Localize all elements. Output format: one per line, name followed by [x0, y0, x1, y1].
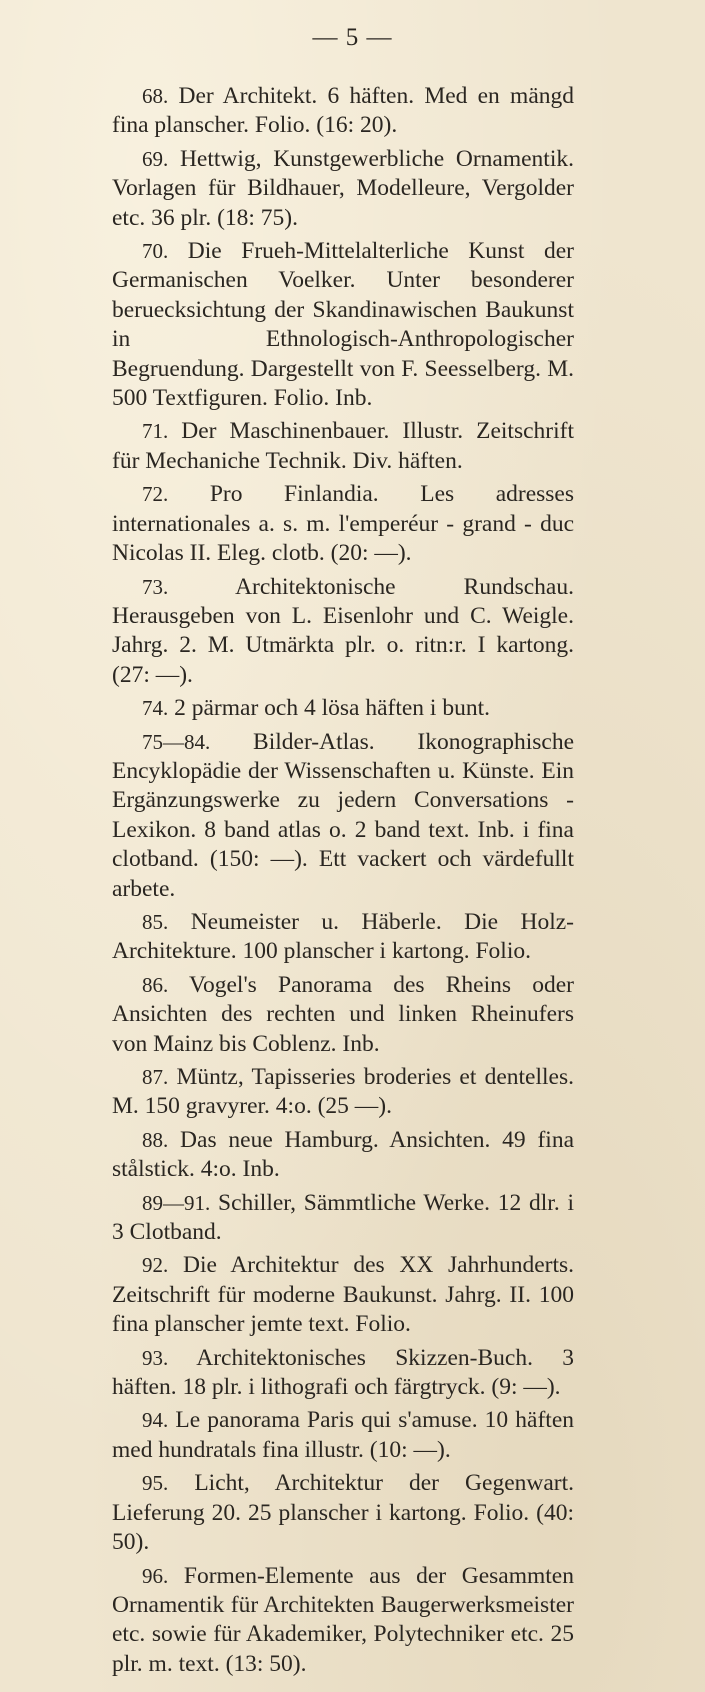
entry-number: 96. — [142, 1563, 169, 1588]
catalog-entry — [112, 237, 574, 413]
catalog-entry — [112, 728, 574, 904]
catalog-entry — [112, 1562, 574, 1680]
entry-text: 2 pärmar och 4 lösa häften i bunt. — [174, 695, 490, 722]
entry-number: 88. — [142, 1127, 169, 1152]
entry-text: Vogel's Panorama des Rheins oder Ansichten des rechten und linken Rheinufers von Mainz bis Coblenz. Inb. — [112, 971, 575, 1057]
entry-number: 71. — [142, 419, 169, 444]
entry-text: Neumeister u. Häberle. Die Holz-Architekture. 100 planscher i kartong. Folio. — [112, 908, 575, 965]
catalog-entry — [112, 1126, 574, 1185]
entry-text: Die Frueh-Mittelalterliche Kunst der Germanischen Voelker. Unter besonderer beruecksichtung der Skandinawischen Baukunst in Ethnologisch-Anthropologischer Begruendung. Dargestellt von F. Seesselberg. M. 500 Textfiguren. Folio. Inb. — [112, 238, 575, 412]
entry-text: Müntz, Tapisseries broderies et dentelles. M. 150 gravyrer. 4:o. (25 —). — [112, 1064, 574, 1120]
entry-number: 70. — [142, 239, 169, 264]
entry-number: 69. — [142, 146, 169, 171]
entry-text: Schiller, Sämmtliche Werke. 12 dlr. i 3 Clotband. — [112, 1189, 574, 1246]
catalog-entry — [112, 480, 574, 568]
catalog-entry — [112, 1406, 574, 1465]
entry-number: 93. — [142, 1345, 169, 1370]
entry-number: 94. — [142, 1408, 169, 1433]
entry-text: Die Architektur des XX Jahrhunderts. Zeitschrift für moderne Baukunst. Jahrg. II. 100 fina planscher jemte text. Folio. — [112, 1252, 574, 1338]
catalog-entry — [112, 573, 574, 691]
catalog-entry — [112, 1189, 574, 1248]
entry-text: Bilder-Atlas. Ikonographische Encyklopädie der Wissenschaften u. Künste. Ein Ergänzungswerke zu jedern Conversations - Lexikon. 8 band atlas o. 2 band text. Inb. i fina clotband. (150: —). Ett vackert och värdefullt arbete. — [112, 728, 574, 902]
entry-number: 92. — [142, 1253, 169, 1278]
catalog-entry — [112, 417, 574, 476]
entry-text: Der Maschinenbauer. Illustr. Zeitschrift für Mechaniche Technik. Div. häften. — [112, 418, 574, 474]
catalog-entry — [112, 145, 574, 233]
entry-text: Architektonische Rundschau. Herausgeben von L. Eisenlohr und C. Weigle. Jahrg. 2. M. Utmärkta plr. o. ritn:r. I kartong. (27: —). — [112, 573, 574, 688]
entry-number: 75—84. — [142, 729, 211, 754]
catalog-entry — [112, 908, 574, 967]
entry-number: 85. — [142, 909, 169, 934]
entry-text: Architektonisches Skizzen-Buch. 3 häften. 18 plr. i lithografi och färgtryck. (9: —). — [112, 1344, 574, 1401]
page-number: — 5 — — [312, 24, 393, 51]
catalog-entry — [112, 971, 574, 1059]
entry-number: 73. — [142, 574, 169, 599]
catalog-entry — [112, 1344, 574, 1403]
entry-number: 87. — [142, 1065, 169, 1089]
entry-text: Formen-Elemente aus der Gesammten Ornamentik für Architekten Baugerwerksmeister etc. sowie für Akademiker, Polytechniker etc. 25 plr. m. text. (13: 50). — [112, 1562, 574, 1677]
catalog-entries — [112, 82, 574, 1683]
entry-number: 74. — [142, 696, 169, 721]
entry-text: Pro Finlandia. Les adresses internationales a. s. m. l'emperéur - grand - duc Nicolas II. Eleg. clotb. (20: —). — [112, 481, 574, 567]
entry-text: Hettwig, Kunstgewerbliche Ornamentik. Vorlagen für Bildhauer, Modelleure, Vergolder etc. 36 plr. (18: 75). — [112, 145, 574, 231]
entry-text: Das neue Hamburg. Ansichten. 49 fina stålstick. 4:o. Inb. — [112, 1126, 575, 1183]
entry-text: Le panorama Paris qui s'amuse. 10 häften med hundratals fina illustr. (10: —). — [112, 1407, 575, 1463]
catalog-entry — [112, 1469, 574, 1557]
catalog-entry — [112, 694, 574, 723]
entry-number: 95. — [142, 1471, 169, 1496]
entry-text: Licht, Architektur der Gegenwart. Lieferung 20. 25 planscher i kartong. Folio. (40: 50). — [112, 1470, 574, 1556]
catalog-entry — [112, 82, 574, 141]
entry-number: 86. — [142, 972, 169, 997]
catalog-entry — [112, 1063, 574, 1122]
entry-number: 89—91. — [142, 1190, 211, 1215]
entry-text: Der Architekt. 6 häften. Med en mängd fina planscher. Folio. (16: 20). — [112, 83, 574, 139]
catalog-entry — [112, 1251, 574, 1339]
entry-number: 68. — [142, 84, 169, 108]
entry-number: 72. — [142, 482, 169, 507]
